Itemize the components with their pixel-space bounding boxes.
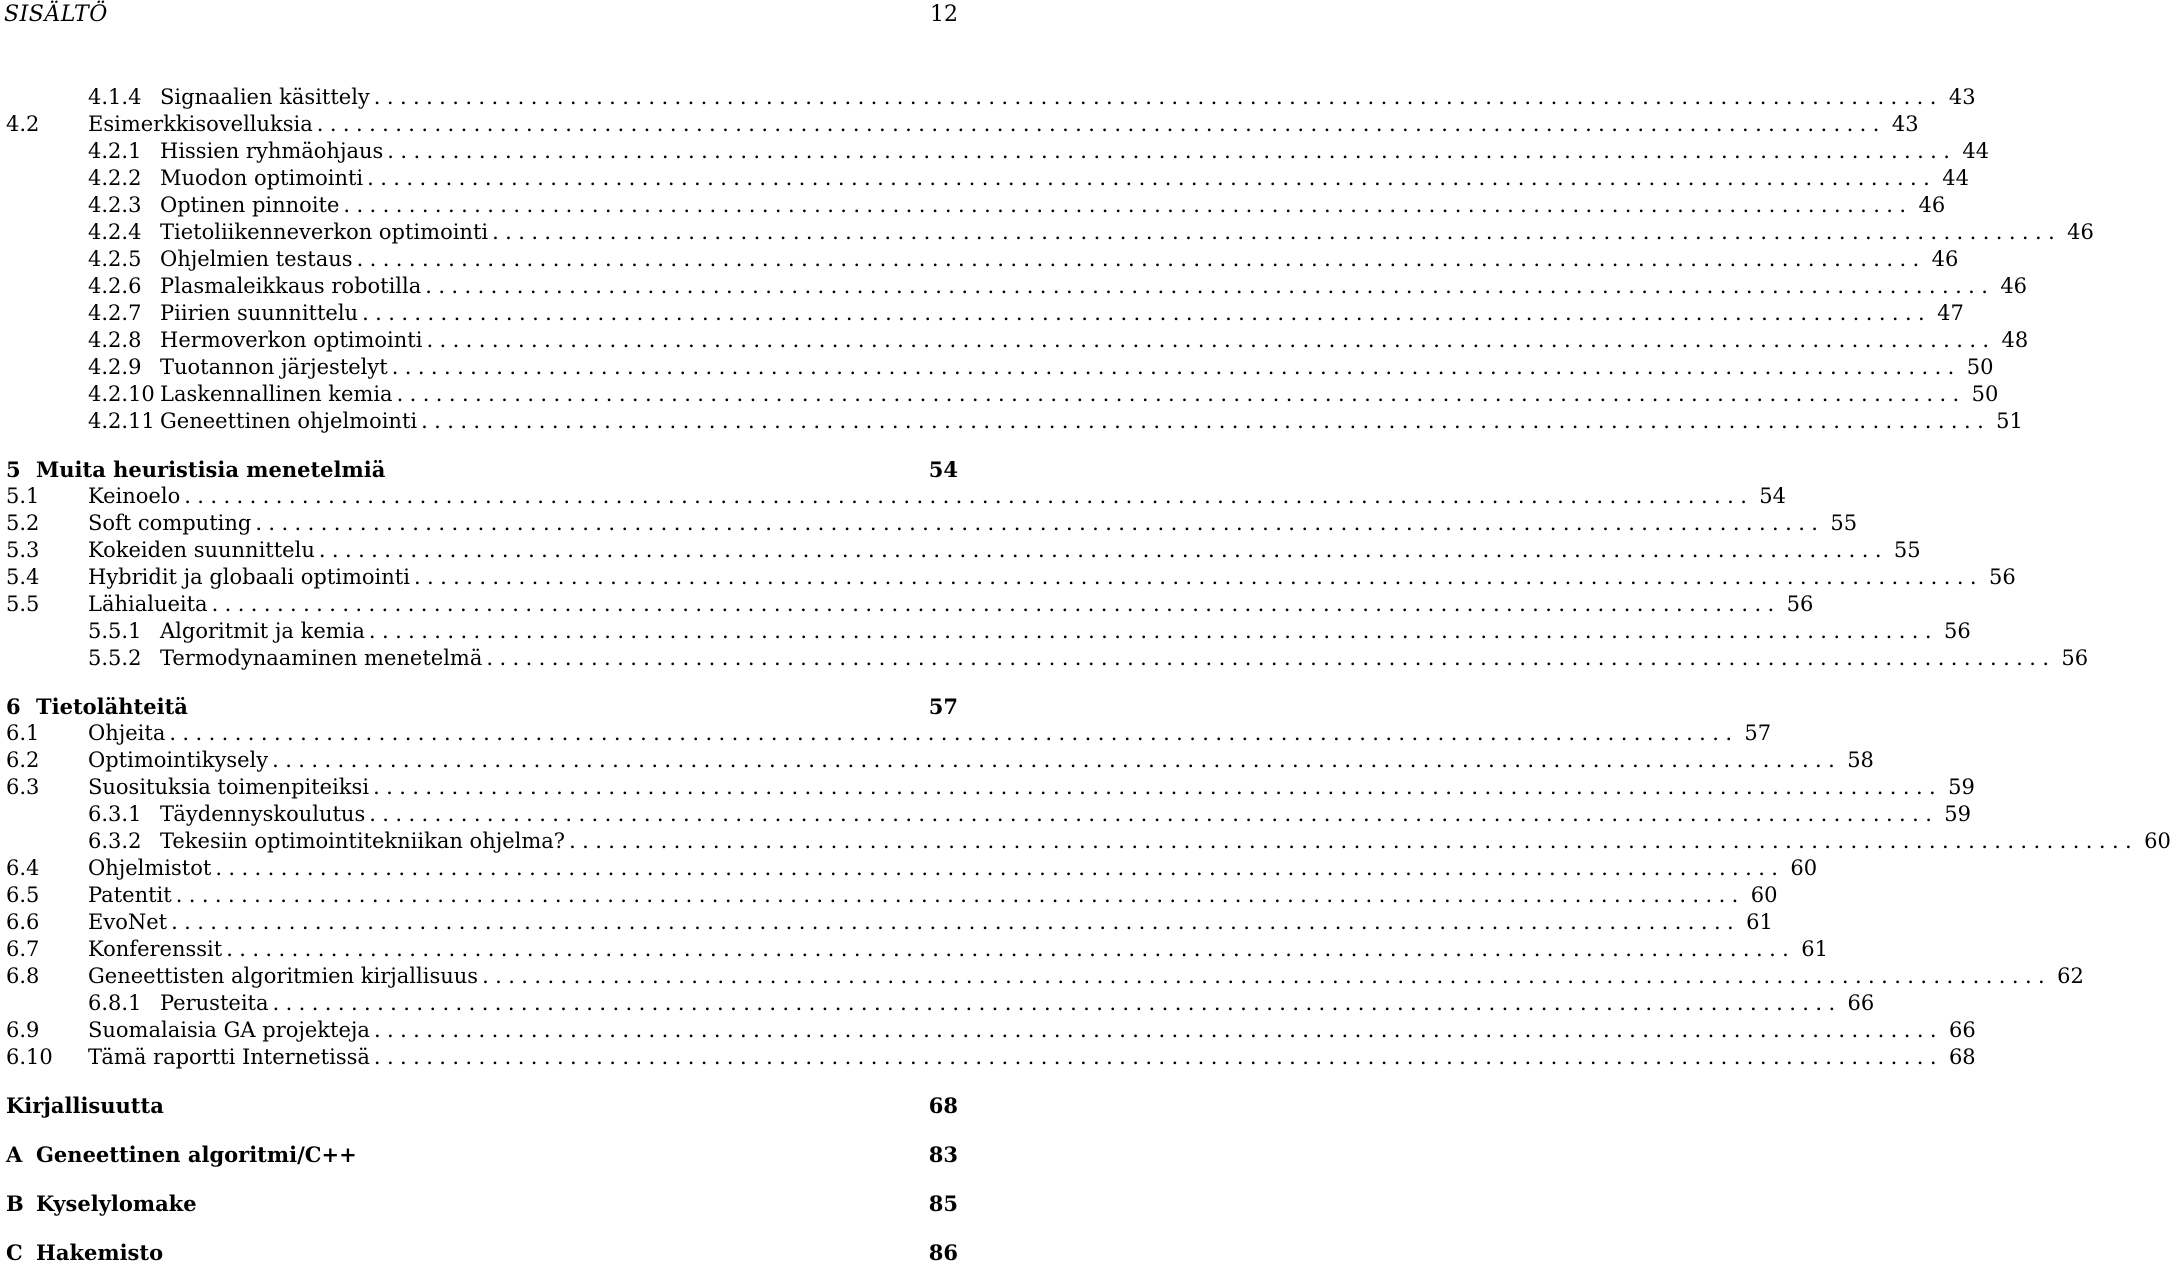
toc-entry[interactable] (0, 618, 1971, 645)
toc-entry-page: 66 (1847, 991, 1875, 1015)
toc-entry-page: 47 (1937, 301, 1964, 325)
toc-entry[interactable] (0, 963, 2084, 990)
toc-entry-page: 54 (928, 457, 958, 482)
toc-entry[interactable] (0, 483, 1787, 510)
toc-entry-page: 48 (2001, 328, 2029, 352)
dot-leader: ........................................................................................................................ (391, 355, 1961, 379)
toc-entry-title: Tietolähteitä (36, 694, 188, 719)
toc-entry-number: 6.4 (6, 856, 40, 880)
toc-entry-page: 86 (928, 1240, 958, 1265)
toc-entry-number: 5.1 (6, 484, 40, 508)
toc-entry-page: 60 (1750, 883, 1778, 907)
dot-leader: ........................................................................................................................ (387, 139, 1957, 163)
toc-entry[interactable] (0, 909, 1773, 936)
toc-entry-number: 6.1 (6, 721, 40, 745)
dot-leader: ........................................................................................................................ (368, 619, 1938, 643)
toc-entry-page: 51 (1996, 409, 2023, 433)
dot-leader: ........................................................................................................................ (175, 883, 1745, 907)
dot-leader: ........................................................................................................................ (343, 193, 1913, 217)
toc-entry-page: 46 (1931, 247, 1959, 271)
toc-entry-number: 6.3.1 (88, 802, 142, 826)
toc-entry-number: 4.2.10 (88, 382, 155, 406)
toc-entry-title: Geneettisten algoritmien kirjallisuus (88, 964, 479, 988)
toc-entry-title: Esimerkkisovelluksia (88, 112, 313, 136)
dot-leader: ........................................................................................................................ (373, 1045, 1943, 1069)
toc-entry-page: 46 (1918, 193, 1946, 217)
toc-entry-number: C (6, 1240, 23, 1265)
toc-entry-page: 57 (1744, 721, 1772, 745)
toc-entry-page: 56 (1786, 592, 1814, 616)
toc-entry-title: Optimointikysely (88, 748, 269, 772)
toc-entry[interactable] (0, 1092, 960, 1119)
toc-entry[interactable] (0, 1017, 1976, 1044)
toc-entry[interactable] (0, 456, 960, 483)
toc-entry-number: 5.4 (6, 565, 40, 589)
toc-entry-number: 4.2.6 (88, 274, 142, 298)
toc-entry[interactable] (0, 381, 1999, 408)
toc-entry[interactable] (0, 1044, 1976, 1071)
toc-entry-number: 6.8.1 (88, 991, 142, 1015)
toc-entry[interactable] (0, 273, 2028, 300)
dot-leader: ........................................................................................................................ (486, 646, 2056, 670)
toc-entry-number: 5.5.2 (88, 646, 142, 670)
toc-entry-page: 60 (1790, 856, 1818, 880)
dot-leader: ........................................................................................................................ (226, 937, 1796, 961)
toc-entry-title: Hissien ryhmäohjaus (160, 139, 384, 163)
toc-entry[interactable] (0, 828, 2171, 855)
toc-entry[interactable] (0, 591, 1814, 618)
toc-entry[interactable] (0, 165, 1969, 192)
toc-entry-number: 4.2.3 (88, 193, 142, 217)
toc-entry-title: Suomalaisia GA projekteja (88, 1018, 370, 1042)
toc-entry-page: 56 (2061, 646, 2089, 670)
toc-entry-title: Soft computing (88, 511, 252, 535)
toc-entry-page: 54 (1759, 484, 1787, 508)
dot-leader: ........................................................................................................................ (215, 856, 1785, 880)
toc-entry-page: 62 (2057, 964, 2084, 988)
dot-leader: ........................................................................................................................ (318, 538, 1888, 562)
toc-entry[interactable] (0, 801, 1972, 828)
toc-entry-number: 4.2.7 (88, 301, 142, 325)
toc-entry-title: Tuotannon järjestelyt (160, 355, 388, 379)
toc-entry[interactable] (0, 720, 1772, 747)
toc-entry-number: 5.5.1 (88, 619, 142, 643)
toc-entry[interactable] (0, 84, 1976, 111)
toc-entry-page: 55 (1830, 511, 1858, 535)
dot-leader: ........................................................................................................................ (396, 382, 1966, 406)
toc-entry[interactable] (0, 327, 2029, 354)
toc-entry-number: B (6, 1191, 24, 1216)
toc-entry[interactable] (0, 693, 960, 720)
toc-entry-number: 6.3 (6, 775, 40, 799)
toc-entry-number: 4.2 (6, 112, 40, 136)
dot-leader: ........................................................................................................................ (426, 328, 1996, 352)
toc-entry-page: 44 (1942, 166, 1969, 190)
toc-entry-page: 44 (1962, 139, 1990, 163)
dot-leader: ........................................................................................................................ (169, 721, 1739, 745)
toc-entry-title: Kirjallisuutta (6, 1093, 164, 1118)
toc-entry-title: Piirien suunnittelu (160, 301, 359, 325)
toc-entry-number: 6.6 (6, 910, 40, 934)
toc-entry-title: Täydennyskoulutus (160, 802, 366, 826)
toc-entry-page: 68 (928, 1093, 958, 1118)
toc-entry[interactable] (0, 111, 1919, 138)
toc-entry-number: 6.8 (6, 964, 40, 988)
toc-entry-page: 57 (928, 694, 958, 719)
toc-entry-title: Plasmaleikkaus robotilla (160, 274, 422, 298)
toc-entry-title: Geneettinen ohjelmointi (160, 409, 418, 433)
toc-entry-page: 85 (928, 1191, 958, 1216)
toc-entry-number: 6.2 (6, 748, 40, 772)
dot-leader: ........................................................................................................................ (369, 802, 1939, 826)
page-number: 12 (930, 2, 958, 27)
toc-entry-number: 6.5 (6, 883, 40, 907)
toc-entry-title: Kyselylomake (36, 1191, 197, 1216)
dot-leader: ........................................................................................................................ (184, 484, 1754, 508)
toc-entry-page: 61 (1746, 910, 1773, 934)
toc-entry-title: Termodynaaminen menetelmä (160, 646, 483, 670)
toc-entry-number: 6.9 (6, 1018, 40, 1042)
toc-entry-title: Tietoliikenneverkon optimointi (160, 220, 489, 244)
dot-leader: ........................................................................................................................ (171, 910, 1741, 934)
toc-entry-number: 5.3 (6, 538, 40, 562)
toc-entry-page: 50 (1966, 355, 1994, 379)
toc-entry-title: Hybridit ja globaali optimointi (88, 565, 410, 589)
toc-entry-page: 43 (1948, 85, 1976, 109)
toc-entry-number: 4.2.4 (88, 220, 142, 244)
toc-entry[interactable] (0, 408, 2023, 435)
toc-entry[interactable] (0, 300, 1964, 327)
toc-entry-page: 58 (1847, 748, 1874, 772)
toc-entry-title: Ohjelmistot (88, 856, 212, 880)
toc-entry-title: Laskennallinen kemia (160, 382, 393, 406)
toc-entry-number: 5.2 (6, 511, 40, 535)
toc-entry-number: A (6, 1142, 23, 1167)
toc-entry[interactable] (0, 246, 1959, 273)
toc-entry-page: 68 (1948, 1045, 1976, 1069)
toc-entry-number: 4.2.2 (88, 166, 142, 190)
toc-entry[interactable] (0, 138, 1990, 165)
toc-entry-number: 4.2.11 (88, 409, 155, 433)
dot-leader: ........................................................................................................................ (425, 274, 1995, 298)
running-title: SISÄLTÖ (4, 2, 108, 27)
toc-entry-page: 60 (2144, 829, 2171, 853)
toc-entry-number: 5 (6, 457, 21, 482)
dot-leader: ........................................................................................................................ (373, 1018, 1943, 1042)
toc-entry-page: 59 (1944, 802, 1972, 826)
toc-entry[interactable] (0, 219, 2094, 246)
toc-entry-page: 46 (2067, 220, 2094, 244)
toc-entry[interactable] (0, 510, 1858, 537)
dot-leader: ........................................................................................................................ (356, 247, 1926, 271)
toc-entry-title: Kokeiden suunnittelu (88, 538, 315, 562)
toc-entry-title: Muodon optimointi (160, 166, 364, 190)
dot-leader: ........................................................................................................................ (373, 775, 1943, 799)
toc-entry-page: 43 (1891, 112, 1919, 136)
toc-entry-page: 46 (2000, 274, 2028, 298)
toc-entry[interactable] (0, 774, 1975, 801)
toc-entry-number: 4.2.1 (88, 139, 142, 163)
dot-leader: ........................................................................................................................ (316, 112, 1886, 136)
toc-entry-title: EvoNet (88, 910, 168, 934)
toc-entry[interactable] (0, 1190, 960, 1217)
toc-entry[interactable] (0, 1239, 960, 1266)
toc-entry-title: Konferenssit (88, 937, 223, 961)
dot-leader: ........................................................................................................................ (272, 748, 1842, 772)
toc-entry-title: Tämä raportti Internetissä (88, 1045, 370, 1069)
toc-entry-page: 59 (1948, 775, 1975, 799)
toc-entry-title: Geneettinen algoritmi/C++ (36, 1142, 357, 1167)
dot-leader: ........................................................................................................................ (413, 565, 1983, 589)
toc-entry-number: 6 (6, 694, 21, 719)
dot-leader: ........................................................................................................................ (569, 829, 2139, 853)
toc-entry-title: Lähialueita (88, 592, 208, 616)
toc-entry[interactable] (0, 192, 1946, 219)
toc-entry-page: 61 (1801, 937, 1828, 961)
toc-entry-page: 55 (1893, 538, 1921, 562)
dot-leader: ........................................................................................................................ (421, 409, 1991, 433)
toc-entry-number: 4.2.8 (88, 328, 142, 352)
toc-entry-title: Hakemisto (36, 1240, 164, 1265)
dot-leader: ........................................................................................................................ (492, 220, 2062, 244)
toc-entry-page: 66 (1948, 1018, 1976, 1042)
toc-entry-title: Algoritmit ja kemia (160, 619, 365, 643)
toc-entry-number: 5.5 (6, 592, 40, 616)
toc-entry-number: 4.2.5 (88, 247, 142, 271)
toc-entry-title: Ohjeita (88, 721, 166, 745)
toc-entry-page: 50 (1971, 382, 1999, 406)
toc-entry-number: 6.3.2 (88, 829, 142, 853)
toc-entry-title: Perusteita (160, 991, 269, 1015)
page-header (4, 2, 958, 32)
toc-entry[interactable] (0, 354, 1994, 381)
toc-entry[interactable] (0, 1141, 960, 1168)
dot-leader: ........................................................................................................................ (482, 964, 2052, 988)
toc-entry-page: 83 (928, 1142, 958, 1167)
toc-entry[interactable] (0, 645, 2089, 672)
toc-entry-number: 4.1.4 (88, 85, 142, 109)
toc-entry[interactable] (0, 537, 1921, 564)
toc-entry-page: 56 (1989, 565, 2016, 589)
toc-entry[interactable] (0, 990, 1875, 1017)
toc-entry-title: Suosituksia toimenpiteiksi (88, 775, 370, 799)
dot-leader: ........................................................................................................................ (211, 592, 1781, 616)
toc-entry-title: Hermoverkon optimointi (160, 328, 423, 352)
toc-entry[interactable] (0, 936, 1828, 963)
toc-entry[interactable] (0, 882, 1778, 909)
toc-entry[interactable] (0, 855, 1818, 882)
toc-entry-title: Signaalien käsittely (160, 85, 370, 109)
dot-leader: ........................................................................................................................ (362, 301, 1932, 325)
toc-entry-title: Ohjelmien testaus (160, 247, 353, 271)
toc-entry-title: Keinoelo (88, 484, 181, 508)
toc-entry-number: 6.7 (6, 937, 40, 961)
toc-entry-title: Muita heuristisia menetelmiä (36, 457, 386, 482)
dot-leader: ........................................................................................................................ (255, 511, 1825, 535)
toc-entry-page: 56 (1943, 619, 1971, 643)
toc-entry-number: 6.10 (6, 1045, 53, 1069)
toc-entry-title: Patentit (88, 883, 172, 907)
dot-leader: ........................................................................................................................ (272, 991, 1842, 1015)
toc-entry[interactable] (0, 564, 2016, 591)
toc-entry-title: Optinen pinnoite (160, 193, 340, 217)
toc-entry-title: Tekesiin optimointitekniikan ohjelma? (160, 829, 566, 853)
toc-entry-number: 4.2.9 (88, 355, 142, 379)
dot-leader: ........................................................................................................................ (367, 166, 1937, 190)
toc-entry[interactable] (0, 747, 1874, 774)
dot-leader: ........................................................................................................................ (373, 85, 1943, 109)
